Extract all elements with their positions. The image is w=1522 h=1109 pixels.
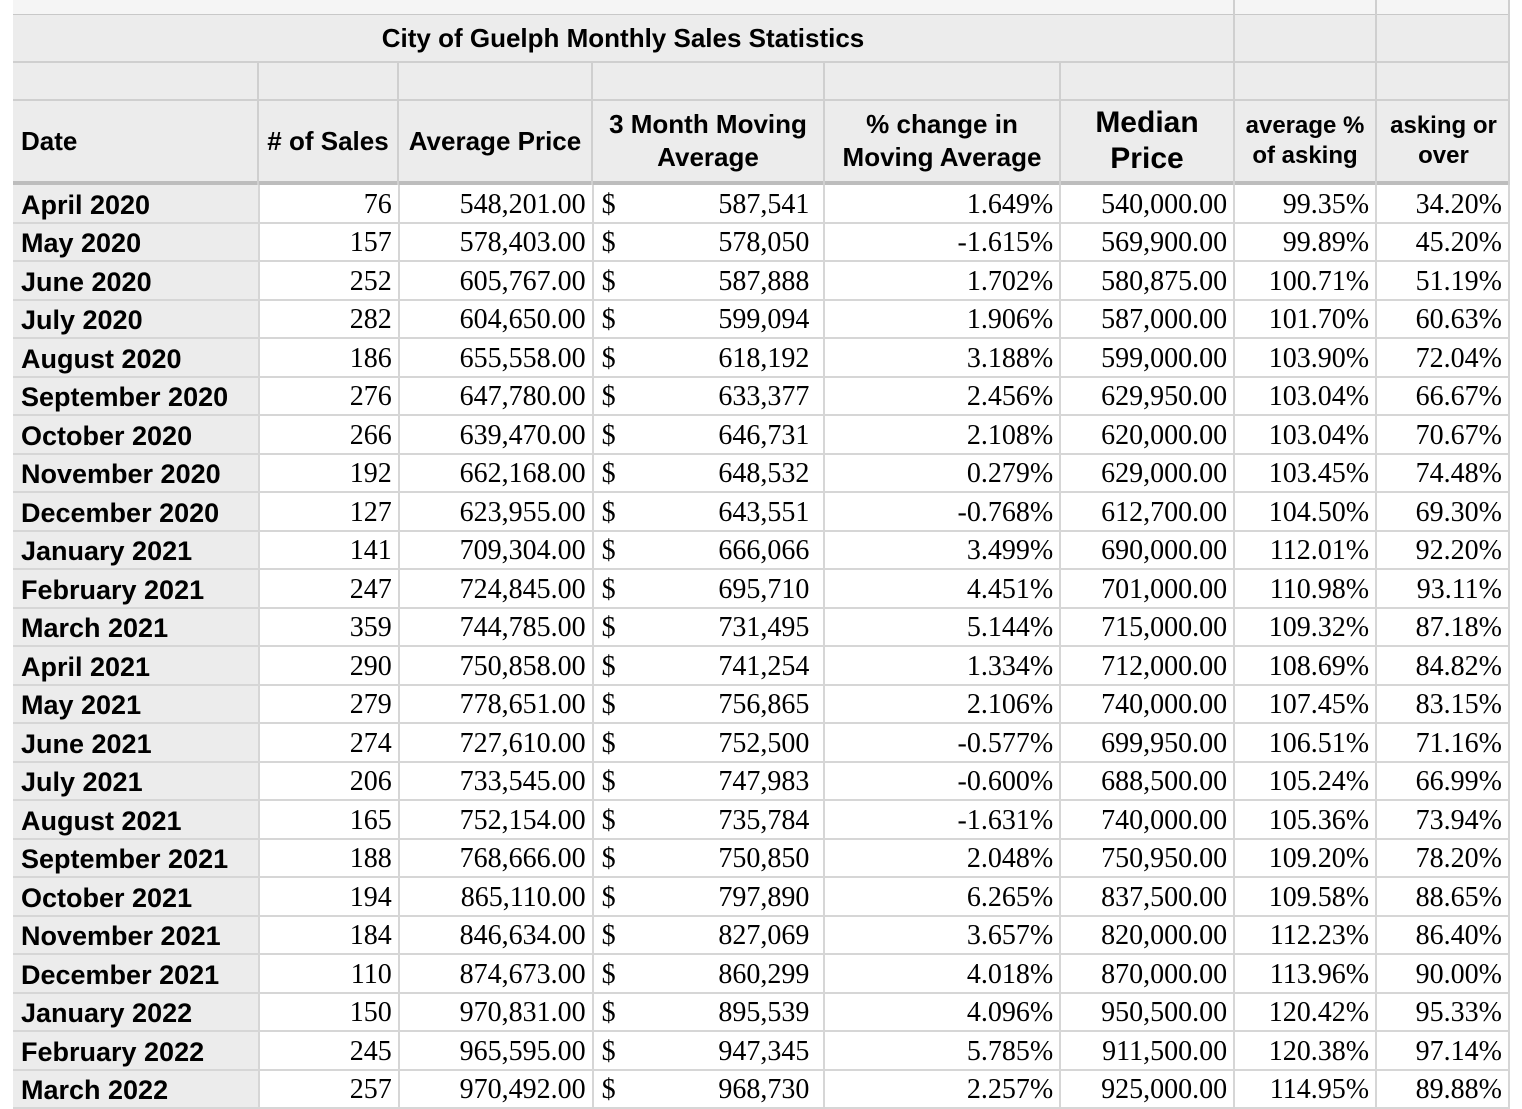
- sales-cell[interactable]: 206: [259, 762, 399, 801]
- pct-change-cell[interactable]: 2.106%: [824, 685, 1060, 724]
- avg-pct-asking-cell[interactable]: 103.45%: [1234, 454, 1376, 493]
- avg-pct-asking-cell[interactable]: 99.35%: [1234, 185, 1376, 223]
- moving-average-value: 633,377: [718, 381, 810, 412]
- moving-average-value: 968,730: [718, 1074, 810, 1105]
- asking-or-over-cell[interactable]: 72.04%: [1376, 338, 1509, 377]
- date-cell[interactable]: December 2021: [13, 954, 259, 993]
- asking-or-over-cell[interactable]: 71.16%: [1376, 723, 1509, 762]
- pct-change-cell[interactable]: 5.144%: [824, 608, 1060, 647]
- average-price-cell[interactable]: 750,858.00: [399, 646, 593, 685]
- average-price-cell[interactable]: 623,955.00: [399, 492, 593, 531]
- table-row: [13, 800, 1509, 839]
- sales-table: [13, 185, 1510, 1109]
- table-row: [13, 492, 1509, 531]
- sales-cell[interactable]: 359: [259, 608, 399, 647]
- median-price-cell[interactable]: 587,000.00: [1060, 300, 1234, 339]
- table-row: [13, 377, 1509, 416]
- table-row: [13, 762, 1509, 801]
- moving-average-value: 756,865: [718, 689, 810, 720]
- pct-change-cell[interactable]: 5.785%: [824, 1031, 1060, 1070]
- table-row: [13, 223, 1509, 262]
- currency-symbol: $: [601, 612, 616, 643]
- asking-or-over-cell[interactable]: 73.94%: [1376, 800, 1509, 839]
- avg-pct-asking-cell[interactable]: 112.23%: [1234, 916, 1376, 955]
- asking-or-over-cell[interactable]: 66.67%: [1376, 377, 1509, 416]
- column-divider: [1508, 0, 1510, 185]
- sales-cell[interactable]: 110: [259, 954, 399, 993]
- asking-or-over-cell[interactable]: 45.20%: [1376, 223, 1509, 262]
- average-price-cell[interactable]: 604,650.00: [399, 300, 593, 339]
- table-row: [13, 185, 1509, 223]
- currency-symbol: $: [601, 1074, 616, 1105]
- date-cell[interactable]: June 2021: [13, 723, 259, 762]
- date-cell[interactable]: February 2022: [13, 1031, 259, 1070]
- date-cell[interactable]: January 2021: [13, 531, 259, 570]
- moving-average-value: 747,983: [718, 766, 810, 797]
- pct-change-cell[interactable]: 1.649%: [824, 185, 1060, 223]
- moving-average-cell[interactable]: [593, 1031, 825, 1070]
- sales-cell[interactable]: 245: [259, 1031, 399, 1070]
- currency-symbol: $: [601, 342, 616, 374]
- pct-change-cell[interactable]: 4.451%: [824, 569, 1060, 608]
- sales-cell[interactable]: 76: [259, 185, 399, 223]
- moving-average-value: 735,784: [718, 804, 810, 836]
- table-row: [13, 1070, 1509, 1109]
- median-price-cell[interactable]: 569,900.00: [1060, 223, 1234, 262]
- header-average-price[interactable]: Average Price: [408, 125, 582, 156]
- date-cell[interactable]: July 2021: [13, 762, 259, 801]
- pct-change-cell[interactable]: 3.657%: [824, 916, 1060, 955]
- median-price-cell[interactable]: 870,000.00: [1060, 954, 1234, 993]
- pct-change-cell[interactable]: 0.279%: [824, 454, 1060, 493]
- average-price-cell[interactable]: 578,403.00: [399, 223, 593, 262]
- currency-symbol: $: [601, 958, 616, 990]
- header-sales[interactable]: # of Sales: [267, 125, 389, 156]
- column-divider: [1233, 0, 1235, 185]
- moving-average-cell[interactable]: [593, 492, 825, 531]
- sales-cell[interactable]: 276: [259, 377, 399, 416]
- asking-or-over-cell[interactable]: 51.19%: [1376, 261, 1509, 300]
- moving-average-cell[interactable]: [593, 300, 825, 339]
- table-row: [13, 993, 1509, 1032]
- asking-or-over-cell[interactable]: 88.65%: [1376, 877, 1509, 916]
- median-price-cell[interactable]: 911,500.00: [1060, 1031, 1234, 1070]
- avg-pct-asking-cell[interactable]: 109.20%: [1234, 839, 1376, 878]
- pct-change-cell[interactable]: 1.906%: [824, 300, 1060, 339]
- average-price-cell[interactable]: 768,666.00: [399, 839, 593, 878]
- asking-or-over-cell[interactable]: 86.40%: [1376, 916, 1509, 955]
- avg-pct-asking-cell[interactable]: 100.71%: [1234, 261, 1376, 300]
- median-price-cell[interactable]: 580,875.00: [1060, 261, 1234, 300]
- sales-cell[interactable]: 141: [259, 531, 399, 570]
- table-row: [13, 1031, 1509, 1070]
- avg-pct-asking-cell[interactable]: 109.58%: [1234, 877, 1376, 916]
- table-row: [13, 261, 1509, 300]
- pct-change-cell[interactable]: -0.768%: [824, 492, 1060, 531]
- table-row: [13, 723, 1509, 762]
- avg-pct-asking-cell[interactable]: 106.51%: [1234, 723, 1376, 762]
- asking-or-over-cell[interactable]: 89.88%: [1376, 1070, 1509, 1109]
- table-row: [13, 454, 1509, 493]
- average-price-cell[interactable]: 865,110.00: [399, 877, 593, 916]
- pct-change-cell[interactable]: 2.048%: [824, 839, 1060, 878]
- sales-cell[interactable]: 188: [259, 839, 399, 878]
- table-row: [13, 646, 1509, 685]
- asking-or-over-cell[interactable]: 66.99%: [1376, 762, 1509, 801]
- date-cell[interactable]: April 2020: [13, 185, 259, 223]
- moving-average-cell[interactable]: [593, 993, 825, 1032]
- currency-symbol: $: [601, 997, 616, 1028]
- average-price-cell[interactable]: 970,492.00: [399, 1070, 593, 1109]
- asking-or-over-cell[interactable]: 93.11%: [1376, 569, 1509, 608]
- pct-change-cell[interactable]: 1.334%: [824, 646, 1060, 685]
- header-median-price[interactable]: Median Price: [1095, 106, 1199, 175]
- moving-average-cell[interactable]: [593, 646, 825, 685]
- avg-pct-asking-cell[interactable]: 105.24%: [1234, 762, 1376, 801]
- date-cell[interactable]: November 2021: [13, 916, 259, 955]
- average-price-cell[interactable]: 752,154.00: [399, 800, 593, 839]
- average-price-cell[interactable]: 965,595.00: [399, 1031, 593, 1070]
- asking-or-over-cell[interactable]: 78.20%: [1376, 839, 1509, 878]
- pct-change-cell[interactable]: 3.499%: [824, 531, 1060, 570]
- currency-symbol: $: [601, 689, 616, 720]
- currency-symbol: $: [601, 188, 616, 220]
- sales-cell[interactable]: 266: [259, 415, 399, 454]
- median-price-cell[interactable]: 620,000.00: [1060, 415, 1234, 454]
- date-cell[interactable]: July 2020: [13, 300, 259, 339]
- median-price-cell[interactable]: 629,000.00: [1060, 454, 1234, 493]
- sales-cell[interactable]: 290: [259, 646, 399, 685]
- title-row: [13, 15, 1510, 63]
- moving-average-cell[interactable]: [593, 1070, 825, 1109]
- date-cell[interactable]: March 2021: [13, 608, 259, 647]
- median-price-cell[interactable]: 612,700.00: [1060, 492, 1234, 531]
- currency-symbol: $: [601, 304, 616, 335]
- sales-cell[interactable]: 157: [259, 223, 399, 262]
- table-row: [13, 685, 1509, 724]
- median-price-cell[interactable]: 820,000.00: [1060, 916, 1234, 955]
- median-price-cell[interactable]: 925,000.00: [1060, 1070, 1234, 1109]
- column-divider: [1059, 63, 1061, 185]
- sales-cell[interactable]: 150: [259, 993, 399, 1032]
- median-price-cell[interactable]: 690,000.00: [1060, 531, 1234, 570]
- average-price-cell[interactable]: 724,845.00: [399, 569, 593, 608]
- sales-cell[interactable]: 252: [259, 261, 399, 300]
- top-strip: [13, 0, 1510, 15]
- date-cell[interactable]: June 2020: [13, 261, 259, 300]
- median-price-cell[interactable]: 699,950.00: [1060, 723, 1234, 762]
- sales-cell[interactable]: 192: [259, 454, 399, 493]
- asking-or-over-cell[interactable]: 87.18%: [1376, 608, 1509, 647]
- moving-average-cell[interactable]: [593, 839, 825, 878]
- sales-cell[interactable]: 247: [259, 569, 399, 608]
- table-row: [13, 415, 1509, 454]
- column-divider: [397, 63, 399, 185]
- currency-symbol: $: [601, 381, 616, 412]
- asking-or-over-cell[interactable]: 95.33%: [1376, 993, 1509, 1032]
- moving-average-cell[interactable]: [593, 685, 825, 724]
- median-price-cell[interactable]: 540,000.00: [1060, 185, 1234, 223]
- moving-average-value: 648,532: [718, 458, 810, 489]
- moving-average-value: 646,731: [718, 419, 810, 451]
- column-divider: [257, 63, 259, 185]
- table-row: [13, 954, 1509, 993]
- date-cell[interactable]: December 2020: [13, 492, 259, 531]
- table-row: [13, 300, 1509, 339]
- currency-symbol: $: [601, 920, 616, 951]
- date-cell[interactable]: February 2021: [13, 569, 259, 608]
- currency-symbol: $: [601, 1035, 616, 1067]
- column-divider: [823, 63, 825, 185]
- date-cell[interactable]: May 2020: [13, 223, 259, 262]
- pct-change-cell[interactable]: -1.615%: [824, 223, 1060, 262]
- currency-symbol: $: [601, 265, 616, 297]
- header-avg-pct-asking[interactable]: average % of asking: [1245, 112, 1365, 169]
- table-row: [13, 916, 1509, 955]
- date-cell[interactable]: January 2022: [13, 993, 259, 1032]
- moving-average-cell[interactable]: [593, 608, 825, 647]
- average-price-cell[interactable]: 733,545.00: [399, 762, 593, 801]
- pct-change-cell[interactable]: 6.265%: [824, 877, 1060, 916]
- column-divider: [591, 63, 593, 185]
- moving-average-cell[interactable]: [593, 531, 825, 570]
- table-row: [13, 531, 1509, 570]
- median-price-cell[interactable]: 599,000.00: [1060, 338, 1234, 377]
- moving-average-value: 797,890: [718, 881, 810, 913]
- header-date[interactable]: Date: [21, 125, 78, 156]
- moving-average-cell[interactable]: [593, 723, 825, 762]
- avg-pct-asking-cell[interactable]: 113.96%: [1234, 954, 1376, 993]
- avg-pct-asking-cell[interactable]: 112.01%: [1234, 531, 1376, 570]
- currency-symbol: $: [601, 419, 616, 451]
- moving-average-value: 827,069: [718, 920, 810, 951]
- average-price-cell[interactable]: 662,168.00: [399, 454, 593, 493]
- pct-change-cell[interactable]: 1.702%: [824, 261, 1060, 300]
- median-price-cell[interactable]: 629,950.00: [1060, 377, 1234, 416]
- date-cell[interactable]: August 2021: [13, 800, 259, 839]
- avg-pct-asking-cell[interactable]: 110.98%: [1234, 569, 1376, 608]
- header-moving-average[interactable]: 3 Month Moving Average: [609, 109, 807, 172]
- median-price-cell[interactable]: 837,500.00: [1060, 877, 1234, 916]
- date-cell[interactable]: November 2020: [13, 454, 259, 493]
- moving-average-value: 643,551: [718, 496, 810, 528]
- moving-average-value: 578,050: [718, 227, 810, 258]
- avg-pct-asking-cell[interactable]: 120.38%: [1234, 1031, 1376, 1070]
- moving-average-value: 731,495: [718, 612, 810, 643]
- moving-average-value: 599,094: [718, 304, 810, 335]
- avg-pct-asking-cell[interactable]: 114.95%: [1234, 1070, 1376, 1109]
- moving-average-cell[interactable]: [593, 877, 825, 916]
- average-price-cell[interactable]: 639,470.00: [399, 415, 593, 454]
- avg-pct-asking-cell[interactable]: 99.89%: [1234, 223, 1376, 262]
- moving-average-value: 618,192: [718, 342, 810, 374]
- moving-average-value: 750,850: [718, 843, 810, 874]
- pct-change-cell[interactable]: -1.631%: [824, 800, 1060, 839]
- moving-average-value: 695,710: [718, 573, 810, 605]
- average-price-cell[interactable]: 548,201.00: [399, 185, 593, 223]
- pct-change-cell[interactable]: -0.577%: [824, 723, 1060, 762]
- moving-average-value: 587,541: [718, 188, 810, 220]
- header-pct-change[interactable]: % change in Moving Average: [842, 109, 1042, 172]
- currency-symbol: $: [601, 458, 616, 489]
- moving-average-cell[interactable]: [593, 223, 825, 262]
- date-cell[interactable]: August 2020: [13, 338, 259, 377]
- sales-cell[interactable]: 274: [259, 723, 399, 762]
- table-row: [13, 338, 1509, 377]
- average-price-cell[interactable]: 970,831.00: [399, 993, 593, 1032]
- spreadsheet: [13, 0, 1510, 1105]
- asking-or-over-cell[interactable]: 34.20%: [1376, 185, 1509, 223]
- sales-cell[interactable]: 165: [259, 800, 399, 839]
- asking-or-over-cell[interactable]: 83.15%: [1376, 685, 1509, 724]
- header-row: [13, 101, 1510, 185]
- avg-pct-asking-cell[interactable]: 103.04%: [1234, 377, 1376, 416]
- moving-average-cell[interactable]: [593, 569, 825, 608]
- median-price-cell[interactable]: 740,000.00: [1060, 685, 1234, 724]
- currency-symbol: $: [601, 843, 616, 874]
- median-price-cell[interactable]: 701,000.00: [1060, 569, 1234, 608]
- date-cell[interactable]: March 2022: [13, 1070, 259, 1109]
- date-cell[interactable]: September 2020: [13, 377, 259, 416]
- moving-average-cell[interactable]: [593, 261, 825, 300]
- pct-change-cell[interactable]: 2.108%: [824, 415, 1060, 454]
- currency-symbol: $: [601, 573, 616, 605]
- avg-pct-asking-cell[interactable]: 104.50%: [1234, 492, 1376, 531]
- pct-change-cell[interactable]: 2.257%: [824, 1070, 1060, 1109]
- moving-average-cell[interactable]: [593, 415, 825, 454]
- moving-average-cell[interactable]: [593, 916, 825, 955]
- sales-cell[interactable]: 257: [259, 1070, 399, 1109]
- average-price-cell[interactable]: 709,304.00: [399, 531, 593, 570]
- pct-change-cell[interactable]: -0.600%: [824, 762, 1060, 801]
- currency-symbol: $: [601, 881, 616, 913]
- avg-pct-asking-cell[interactable]: 101.70%: [1234, 300, 1376, 339]
- asking-or-over-cell[interactable]: 74.48%: [1376, 454, 1509, 493]
- pct-change-cell[interactable]: 2.456%: [824, 377, 1060, 416]
- sales-cell[interactable]: 127: [259, 492, 399, 531]
- date-cell[interactable]: May 2021: [13, 685, 259, 724]
- pct-change-cell[interactable]: 3.188%: [824, 338, 1060, 377]
- table-row: [13, 877, 1509, 916]
- moving-average-cell[interactable]: [593, 454, 825, 493]
- median-price-cell[interactable]: 688,500.00: [1060, 762, 1234, 801]
- sales-cell[interactable]: 279: [259, 685, 399, 724]
- sales-cell[interactable]: 194: [259, 877, 399, 916]
- sales-cell[interactable]: 184: [259, 916, 399, 955]
- table-row: [13, 608, 1509, 647]
- average-price-cell[interactable]: 874,673.00: [399, 954, 593, 993]
- currency-symbol: $: [601, 650, 616, 682]
- avg-pct-asking-cell[interactable]: 107.45%: [1234, 685, 1376, 724]
- asking-or-over-cell[interactable]: 84.82%: [1376, 646, 1509, 685]
- blank-row: [13, 63, 1510, 101]
- date-cell[interactable]: October 2021: [13, 877, 259, 916]
- date-cell[interactable]: April 2021: [13, 646, 259, 685]
- median-price-cell[interactable]: 950,500.00: [1060, 993, 1234, 1032]
- date-cell[interactable]: September 2021: [13, 839, 259, 878]
- average-price-cell[interactable]: 778,651.00: [399, 685, 593, 724]
- avg-pct-asking-cell[interactable]: 120.42%: [1234, 993, 1376, 1032]
- currency-symbol: $: [601, 535, 616, 566]
- currency-symbol: $: [601, 766, 616, 797]
- average-price-cell[interactable]: 647,780.00: [399, 377, 593, 416]
- moving-average-cell[interactable]: [593, 338, 825, 377]
- header-asking-or-over[interactable]: asking or over: [1390, 112, 1497, 169]
- pct-change-cell[interactable]: 4.018%: [824, 954, 1060, 993]
- asking-or-over-cell[interactable]: 69.30%: [1376, 492, 1509, 531]
- median-price-cell[interactable]: 715,000.00: [1060, 608, 1234, 647]
- median-price-cell[interactable]: 712,000.00: [1060, 646, 1234, 685]
- moving-average-value: 947,345: [718, 1035, 810, 1067]
- asking-or-over-cell[interactable]: 90.00%: [1376, 954, 1509, 993]
- avg-pct-asking-cell[interactable]: 103.90%: [1234, 338, 1376, 377]
- table-row: [13, 839, 1509, 878]
- average-price-cell[interactable]: 846,634.00: [399, 916, 593, 955]
- asking-or-over-cell[interactable]: 70.67%: [1376, 415, 1509, 454]
- date-cell[interactable]: October 2020: [13, 415, 259, 454]
- asking-or-over-cell[interactable]: 97.14%: [1376, 1031, 1509, 1070]
- currency-symbol: $: [601, 727, 616, 759]
- moving-average-cell[interactable]: [593, 185, 825, 223]
- table-row: [13, 569, 1509, 608]
- moving-average-cell[interactable]: [593, 377, 825, 416]
- sales-cell[interactable]: 282: [259, 300, 399, 339]
- pct-change-cell[interactable]: 4.096%: [824, 993, 1060, 1032]
- asking-or-over-cell[interactable]: 60.63%: [1376, 300, 1509, 339]
- avg-pct-asking-cell[interactable]: 103.04%: [1234, 415, 1376, 454]
- avg-pct-asking-cell[interactable]: 109.32%: [1234, 608, 1376, 647]
- column-divider: [1375, 0, 1377, 185]
- average-price-cell[interactable]: 605,767.00: [399, 261, 593, 300]
- moving-average-value: 741,254: [718, 650, 810, 682]
- moving-average-cell[interactable]: [593, 800, 825, 839]
- currency-symbol: $: [601, 804, 616, 836]
- moving-average-cell[interactable]: [593, 762, 825, 801]
- avg-pct-asking-cell[interactable]: 108.69%: [1234, 646, 1376, 685]
- median-price-cell[interactable]: 750,950.00: [1060, 839, 1234, 878]
- currency-symbol: $: [601, 496, 616, 528]
- average-price-cell[interactable]: 744,785.00: [399, 608, 593, 647]
- moving-average-value: 752,500: [718, 727, 810, 759]
- asking-or-over-cell[interactable]: 92.20%: [1376, 531, 1509, 570]
- moving-average-value: 860,299: [718, 958, 810, 990]
- sales-cell[interactable]: 186: [259, 338, 399, 377]
- sheet-title: City of Guelph Monthly Sales Statistics: [381, 23, 865, 53]
- average-price-cell[interactable]: 655,558.00: [399, 338, 593, 377]
- avg-pct-asking-cell[interactable]: 105.36%: [1234, 800, 1376, 839]
- moving-average-value: 587,888: [718, 265, 810, 297]
- moving-average-value: 895,539: [718, 997, 810, 1028]
- currency-symbol: $: [601, 227, 616, 258]
- moving-average-cell[interactable]: [593, 954, 825, 993]
- median-price-cell[interactable]: 740,000.00: [1060, 800, 1234, 839]
- average-price-cell[interactable]: 727,610.00: [399, 723, 593, 762]
- moving-average-value: 666,066: [718, 535, 810, 566]
